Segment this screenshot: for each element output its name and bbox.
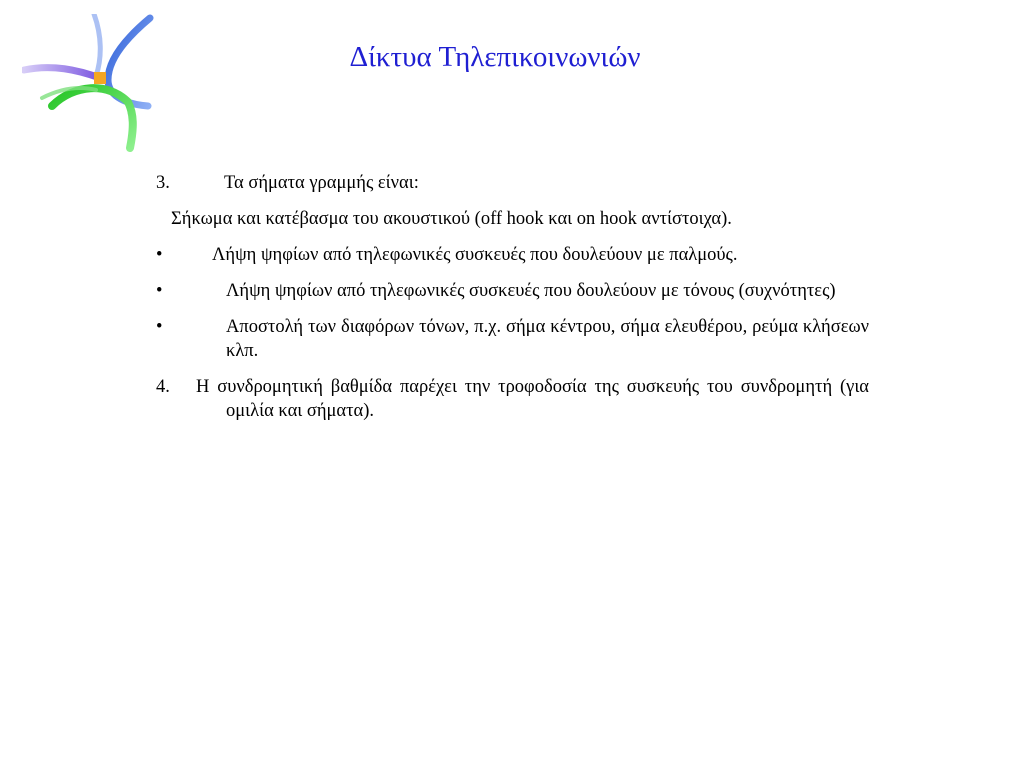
slide-title: Δίκτυα Τηλεπικοινωνιών [349, 41, 641, 73]
list-item-3 [155, 171, 869, 195]
list-item-4 [155, 375, 869, 423]
body-line-text: Σήκωμα και κατέβασμα του ακουστικού (off hook και on hook αντίστοιχα). [171, 209, 732, 229]
bullet-text: Λήψη ψηφίων από τηλεφωνικές συσκευές που δουλεύουν με τόνους (συχνότητες) [226, 281, 836, 301]
list-number: 3. [156, 173, 170, 193]
list-item-text: Τα σήματα γραμμής είναι: [224, 173, 419, 193]
bullet-marker: • [156, 317, 163, 337]
star-burst-logo-icon [22, 14, 156, 152]
list-item-text: Η συνδρομητική βαθμίδα παρέχει την τροφοδοσία της συσκευής του συνδρομητή (για ομιλία και σήματα). [196, 377, 869, 421]
bullet-item [155, 279, 869, 303]
bullet-marker: • [156, 281, 163, 301]
slide-body [155, 171, 869, 435]
list-number: 4. [156, 377, 170, 397]
bullet-marker: • [156, 245, 163, 265]
bullet-item [155, 315, 869, 363]
bullet-text: Λήψη ψηφίων από τηλεφωνικές συσκευές που δουλεύουν με παλμούς. [212, 245, 738, 265]
bullet-item [155, 243, 869, 267]
bullet-text: Αποστολή των διαφόρων τόνων, π.χ. σήμα κέντρου, σήμα ελευθέρου, ρεύμα κλήσεων κλπ. [226, 317, 869, 361]
body-line [155, 207, 869, 231]
